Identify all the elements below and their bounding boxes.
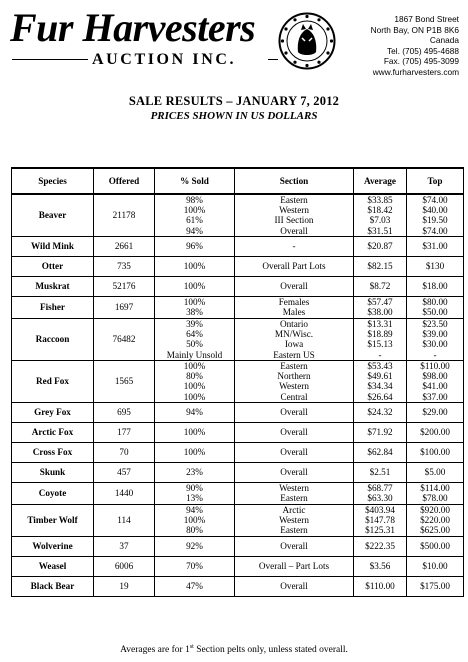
average-cell-line: $57.47: [367, 297, 393, 308]
logo-rule-right: [268, 59, 278, 60]
percent-sold-cell-line: 94%: [186, 225, 203, 236]
top-cell-line: $625.00: [420, 525, 450, 536]
top-cell: [407, 194, 464, 236]
section-cell-line: MN/Wisc.: [274, 329, 314, 340]
average-cell-line: $31.51: [367, 225, 393, 236]
table-row: [12, 504, 464, 536]
species-cell: Red Fox: [12, 360, 94, 402]
average-cell: [354, 482, 407, 504]
company-logo-text: Fur Harvesters: [10, 5, 256, 50]
section-cell: [235, 462, 354, 482]
offered-cell: 52176: [94, 276, 155, 296]
species-cell: Fisher: [12, 296, 94, 318]
average-cell-line: $20.87: [367, 241, 393, 252]
average-cell-line: $34.34: [367, 381, 393, 392]
average-cell-line: $62.84: [367, 447, 393, 458]
table-row: [12, 318, 464, 360]
percent-sold-cell: [155, 194, 235, 236]
percent-sold-cell: [155, 442, 235, 462]
top-cell: [407, 556, 464, 576]
species-cell: Skunk: [12, 462, 94, 482]
percent-sold-cell-line: 94%: [186, 407, 203, 418]
section-cell: [235, 256, 354, 276]
section-cell: [235, 442, 354, 462]
top-cell-line: $114.00: [420, 483, 450, 494]
address-line: Tel. (705) 495-4688: [387, 45, 459, 56]
percent-sold-cell: [155, 256, 235, 276]
offered-cell: 114: [94, 504, 155, 536]
top-cell-line: $40.00: [422, 205, 448, 216]
average-cell-line: $24.32: [367, 407, 393, 418]
offered-cell: 1697: [94, 296, 155, 318]
offered-cell: 177: [94, 422, 155, 442]
address-line: Canada: [429, 35, 459, 46]
average-cell: [354, 194, 407, 236]
table-row: [12, 482, 464, 504]
top-cell-line: $200.00: [420, 427, 450, 438]
offered-cell: 695: [94, 402, 155, 422]
percent-sold-cell-line: 98%: [186, 195, 203, 205]
section-cell-line: Overall Part Lots: [262, 261, 326, 272]
average-cell-line: $49.61: [367, 371, 393, 382]
table-row: [12, 576, 464, 596]
section-cell: [235, 402, 354, 422]
offered-cell: 1565: [94, 360, 155, 402]
top-cell-line: $5.00: [424, 467, 446, 478]
table-row: [12, 360, 464, 402]
top-cell-line: $31.00: [422, 241, 448, 252]
top-cell: [407, 276, 464, 296]
percent-sold-cell-line: 90%: [186, 483, 203, 494]
average-cell: [354, 360, 407, 402]
top-cell-line: $130: [425, 261, 445, 272]
table-row: [12, 194, 464, 236]
average-cell: [354, 556, 407, 576]
header-offered: Offered: [94, 168, 155, 194]
species-cell: Cross Fox: [12, 442, 94, 462]
percent-sold-cell-line: 100%: [183, 261, 206, 272]
percent-sold-cell-line: 80%: [186, 525, 203, 536]
section-cell-line: Central: [280, 391, 308, 402]
species-cell: Wolverine: [12, 536, 94, 556]
top-cell-line: $50.00: [422, 307, 448, 318]
table-row: [12, 536, 464, 556]
section-cell-line: Overall: [280, 581, 308, 592]
section-cell: [235, 504, 354, 536]
percent-sold-cell: [155, 462, 235, 482]
top-cell: [407, 576, 464, 596]
percent-sold-cell-line: 80%: [186, 371, 203, 382]
species-cell: Otter: [12, 256, 94, 276]
average-cell-line: $63.30: [367, 493, 393, 504]
percent-sold-cell-line: 100%: [183, 427, 206, 438]
section-cell-line: Iowa: [284, 339, 304, 350]
species-cell: Coyote: [12, 482, 94, 504]
top-cell-line: $18.00: [422, 281, 448, 292]
top-cell: [407, 296, 464, 318]
average-cell-line: $15.13: [367, 339, 393, 350]
top-cell: [407, 536, 464, 556]
section-cell-line: Eastern: [280, 493, 308, 504]
section-cell: [235, 482, 354, 504]
top-cell-line: -: [433, 349, 437, 360]
section-cell-line: Eastern: [280, 195, 308, 205]
percent-sold-cell: [155, 402, 235, 422]
section-cell: [235, 556, 354, 576]
section-cell-line: Western: [279, 515, 309, 526]
logo-rule-left: [12, 59, 88, 60]
footnote-superscript: st: [189, 643, 194, 650]
percent-sold-cell-line: 70%: [186, 561, 203, 572]
average-cell: [354, 256, 407, 276]
top-cell-line: $74.00: [422, 225, 448, 236]
percent-sold-cell-line: 61%: [186, 215, 203, 226]
percent-sold-cell-line: 23%: [186, 467, 203, 478]
top-cell: [407, 360, 464, 402]
average-cell-line: $18.42: [367, 205, 393, 216]
average-cell: [354, 462, 407, 482]
average-cell-line: $68.77: [367, 483, 393, 494]
species-cell: Weasel: [12, 556, 94, 576]
species-cell: Raccoon: [12, 318, 94, 360]
average-cell: [354, 536, 407, 556]
section-cell: [235, 422, 354, 442]
average-cell: [354, 576, 407, 596]
average-cell-line: $7.03: [369, 215, 391, 226]
offered-cell: 70: [94, 442, 155, 462]
average-cell-line: $3.56: [369, 561, 391, 572]
top-cell: [407, 402, 464, 422]
average-cell-line: $8.72: [369, 281, 391, 292]
page-title: SALE RESULTS – JANUARY 7, 2012: [128, 94, 340, 108]
header-percent-sold: % Sold: [155, 168, 235, 194]
section-cell-line: Eastern: [280, 360, 308, 371]
percent-sold-cell-line: 96%: [186, 241, 203, 252]
top-cell-line: $100.00: [420, 447, 450, 458]
average-cell-line: $38.00: [367, 307, 393, 318]
footnote: [0, 645, 468, 655]
address-line: 1867 Bond Street: [394, 14, 459, 24]
header-top: Top: [407, 168, 464, 194]
table-row: [12, 556, 464, 576]
offered-cell: 21178: [94, 194, 155, 236]
section-cell-line: Western: [279, 483, 309, 494]
top-cell-line: $39.00: [422, 329, 448, 340]
table-row: [12, 256, 464, 276]
table-header-row: [12, 168, 464, 194]
top-cell: [407, 422, 464, 442]
average-cell-line: $71.92: [367, 427, 393, 438]
species-cell: Timber Wolf: [12, 504, 94, 536]
average-cell-line: $147.78: [365, 515, 395, 526]
section-cell-line: Eastern US: [273, 349, 315, 360]
average-cell-line: $2.51: [369, 467, 391, 478]
top-cell: [407, 482, 464, 504]
top-cell-line: $500.00: [420, 541, 450, 552]
top-cell: [407, 442, 464, 462]
section-cell: [235, 360, 354, 402]
section-cell-line: III Section: [274, 215, 314, 226]
section-cell-line: Eastern: [280, 525, 308, 536]
top-cell-line: $29.00: [422, 407, 448, 418]
address-line: North Bay, ON P1B 8K6: [370, 24, 459, 35]
section-cell: [235, 194, 354, 236]
section-cell-line: Overall: [280, 281, 308, 292]
percent-sold-cell-line: 39%: [186, 318, 203, 329]
top-cell: [407, 504, 464, 536]
percent-sold-cell-line: 100%: [183, 205, 206, 216]
section-cell-line: Overall: [280, 467, 308, 478]
percent-sold-cell-line: 100%: [183, 281, 206, 292]
offered-cell: 2661: [94, 236, 155, 256]
section-cell-line: Females: [278, 297, 310, 308]
table-row: [12, 462, 464, 482]
average-cell: [354, 504, 407, 536]
average-cell: [354, 442, 407, 462]
address-line: Fax. (705) 495-3099: [383, 56, 459, 67]
average-cell: [354, 236, 407, 256]
average-cell-line: $53.43: [367, 360, 393, 371]
species-cell: Black Bear: [12, 576, 94, 596]
section-cell-line: Overall: [280, 541, 308, 552]
percent-sold-cell: [155, 360, 235, 402]
section-cell: [235, 296, 354, 318]
percent-sold-cell-line: 13%: [186, 493, 203, 504]
top-cell-line: $10.00: [422, 561, 448, 572]
top-cell-line: $220.00: [420, 515, 450, 526]
average-cell: [354, 276, 407, 296]
section-cell-line: Ontario: [279, 318, 309, 329]
header-species: Species: [12, 168, 94, 194]
percent-sold-cell: [155, 482, 235, 504]
average-cell: [354, 296, 407, 318]
average-cell: [354, 422, 407, 442]
average-cell-line: $82.15: [367, 261, 393, 272]
average-cell-line: $222.35: [365, 541, 395, 552]
average-cell-line: -: [378, 349, 382, 360]
top-cell-line: $30.00: [422, 339, 448, 350]
top-cell-line: $37.00: [422, 391, 448, 402]
percent-sold-cell: [155, 576, 235, 596]
percent-sold-cell: [155, 536, 235, 556]
top-cell-line: $110.00: [420, 360, 450, 371]
percent-sold-cell-line: Mainly Unsold: [166, 349, 223, 360]
percent-sold-cell: [155, 556, 235, 576]
percent-sold-cell: [155, 236, 235, 256]
section-cell: [235, 318, 354, 360]
company-logo-subtitle: AUCTION INC.: [92, 51, 237, 68]
table-row: [12, 422, 464, 442]
section-cell-line: -: [292, 241, 296, 252]
species-cell: Muskrat: [12, 276, 94, 296]
average-cell-line: $110.00: [365, 581, 395, 592]
top-cell-line: $175.00: [420, 581, 450, 592]
table-row: [12, 236, 464, 256]
species-cell: Arctic Fox: [12, 422, 94, 442]
company-seal-icon: [278, 12, 336, 70]
average-cell-line: $125.31: [365, 525, 395, 536]
section-cell-line: Western: [279, 381, 309, 392]
percent-sold-cell-line: 64%: [186, 329, 203, 340]
percent-sold-cell-line: 100%: [183, 391, 206, 402]
percent-sold-cell-line: 100%: [183, 297, 206, 308]
section-cell: [235, 576, 354, 596]
section-cell-line: Northern: [277, 371, 311, 382]
percent-sold-cell-line: 94%: [186, 505, 203, 515]
section-cell-line: Males: [282, 307, 306, 318]
percent-sold-cell-line: 100%: [183, 381, 206, 392]
section-cell: [235, 536, 354, 556]
percent-sold-cell: [155, 504, 235, 536]
header-average: Average: [354, 168, 407, 194]
average-cell-line: $26.64: [367, 391, 393, 402]
header-section: Section: [235, 168, 354, 194]
section-cell-line: Overall: [280, 427, 308, 438]
section-cell-line: Overall: [280, 447, 308, 458]
offered-cell: 6006: [94, 556, 155, 576]
table-row: [12, 442, 464, 462]
table-body: [12, 194, 464, 596]
section-cell: [235, 236, 354, 256]
average-cell-line: $403.94: [365, 505, 395, 515]
species-cell: Wild Mink: [12, 236, 94, 256]
percent-sold-cell-line: 50%: [186, 339, 203, 350]
average-cell: [354, 318, 407, 360]
average-cell-line: $18.89: [367, 329, 393, 340]
table-row: [12, 402, 464, 422]
top-cell-line: $41.00: [422, 381, 448, 392]
top-cell-line: $78.00: [422, 493, 448, 504]
average-cell: [354, 402, 407, 422]
top-cell-line: $98.00: [422, 371, 448, 382]
percent-sold-cell: [155, 276, 235, 296]
footnote-text-end: Section pelts only, unless stated overall.: [193, 645, 348, 655]
top-cell-line: $74.00: [422, 195, 448, 205]
address-line: www.furharvesters.com: [372, 66, 459, 77]
top-cell: [407, 318, 464, 360]
offered-cell: 1440: [94, 482, 155, 504]
species-cell: Grey Fox: [12, 402, 94, 422]
company-address: [329, 14, 459, 78]
section-cell-line: Overall: [280, 225, 308, 236]
top-cell-line: $23.50: [422, 318, 448, 329]
top-cell: [407, 256, 464, 276]
top-cell: [407, 236, 464, 256]
percent-sold-cell-line: 47%: [186, 581, 203, 592]
offered-cell: 37: [94, 536, 155, 556]
top-cell-line: $920.00: [420, 505, 450, 515]
percent-sold-cell: [155, 318, 235, 360]
average-cell-line: $33.85: [367, 195, 393, 205]
offered-cell: 76482: [94, 318, 155, 360]
average-cell-line: $13.31: [367, 318, 393, 329]
percent-sold-cell-line: 38%: [186, 307, 203, 318]
section-cell-line: Overall – Part Lots: [258, 561, 330, 572]
percent-sold-cell-line: 100%: [183, 515, 206, 526]
section-cell-line: Western: [279, 205, 309, 216]
footnote-text: Averages are for 1: [120, 645, 190, 655]
percent-sold-cell-line: 92%: [186, 541, 203, 552]
offered-cell: 457: [94, 462, 155, 482]
section-cell-line: Arctic: [282, 505, 306, 515]
section-cell: [235, 276, 354, 296]
table-row: [12, 296, 464, 318]
offered-cell: 19: [94, 576, 155, 596]
offered-cell: 735: [94, 256, 155, 276]
page-subtitle: PRICES SHOWN IN US DOLLARS: [150, 110, 318, 122]
top-cell-line: $80.00: [422, 297, 448, 308]
section-cell-line: Overall: [280, 407, 308, 418]
table-row: [12, 276, 464, 296]
species-cell: Beaver: [12, 194, 94, 236]
percent-sold-cell: [155, 422, 235, 442]
top-cell: [407, 462, 464, 482]
top-cell-line: $19.50: [422, 215, 448, 226]
percent-sold-cell-line: 100%: [183, 360, 206, 371]
percent-sold-cell-line: 100%: [183, 447, 206, 458]
percent-sold-cell: [155, 296, 235, 318]
sale-results-table: [11, 167, 464, 597]
